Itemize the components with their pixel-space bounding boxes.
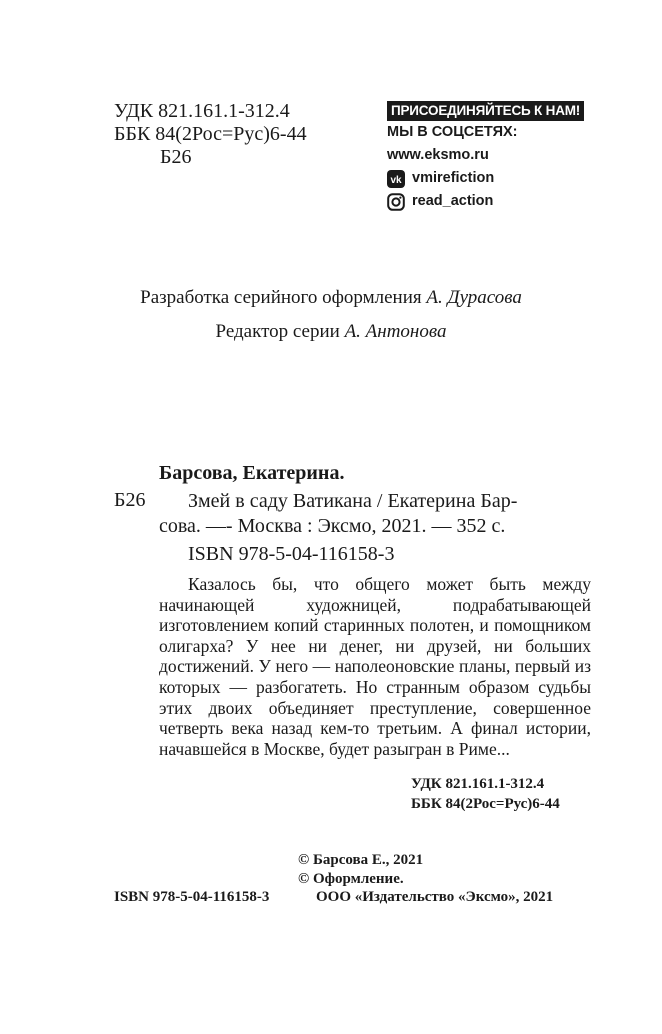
- udk-code-bottom: УДК 821.161.1-312.4: [411, 776, 545, 792]
- svg-text:vk: vk: [390, 174, 402, 186]
- social-block: [387, 101, 584, 213]
- instagram-icon: [387, 193, 405, 211]
- udk-code: УДК 821.161.1-312.4: [114, 100, 290, 122]
- entry-title-line1: Змей в саду Ватикана / Екатерина Бар-: [188, 490, 518, 512]
- series-design-label: Разработка серийного оформления: [140, 287, 422, 308]
- classification-block: [114, 100, 307, 169]
- series-design-credit: [0, 287, 662, 309]
- footer-publisher: ООО «Издательство «Эксмо», 2021: [316, 889, 554, 905]
- series-editor-name: А. Антонова: [344, 321, 447, 342]
- join-banner: ПРИСОЕДИНЯЙТЕСЬ К НАМ!: [387, 101, 584, 121]
- bbk-code-bottom: ББК 84(2Рос=Рус)6-44: [411, 796, 560, 812]
- series-editor-label: Редактор серии: [215, 321, 340, 342]
- series-design-name: А. Дурасова: [426, 287, 522, 308]
- series-editor-credit: [0, 321, 662, 343]
- website-link[interactable]: www.eksmo.ru: [387, 147, 489, 163]
- entry-author: Барсова, Екатерина.: [159, 462, 345, 484]
- entry-code: Б26: [114, 489, 146, 511]
- copyright-author: © Барсова Е., 2021: [298, 852, 424, 868]
- annotation: [159, 574, 591, 759]
- entry-isbn: ISBN 978-5-04-116158-3: [188, 543, 395, 565]
- vk-icon: [387, 170, 405, 188]
- entry-title: [159, 489, 591, 539]
- vk-handle: vmirefiction: [412, 170, 495, 186]
- social-subtitle: МЫ В СОЦСЕТЯХ:: [387, 124, 518, 140]
- entry-title-line2: сова. —- Москва : Эксмо, 2021. — 352 с.: [159, 515, 506, 537]
- instagram-handle: read_action: [412, 193, 494, 209]
- footer-isbn: ISBN 978-5-04-116158-3: [114, 889, 270, 905]
- copyright-block: [298, 851, 423, 889]
- vk-link[interactable]: [387, 167, 584, 190]
- bbk-code: ББК 84(2Рос=Рус)6-44: [114, 123, 307, 145]
- instagram-link[interactable]: [387, 190, 584, 213]
- copyright-design: © Оформление.: [298, 871, 404, 887]
- author-mark: Б26: [160, 146, 192, 168]
- annotation-text: Казалось бы, что общего может быть между начинающей художницей, подрабатывающей изготовлением копий старинных полотен, и помощником олигарха? У нее ни денег, ни друзей, ни больших достижений. У него — наполеоновские планы, первый из которых — разбогатеть. Но странным образом судьбы этих двоих объединяет преступление, совершенное четверть века назад кем-то третьим. А финал истории, начавшейся в Москве, будет разыгран в Риме...: [159, 574, 591, 759]
- codes-bottom: [411, 774, 560, 814]
